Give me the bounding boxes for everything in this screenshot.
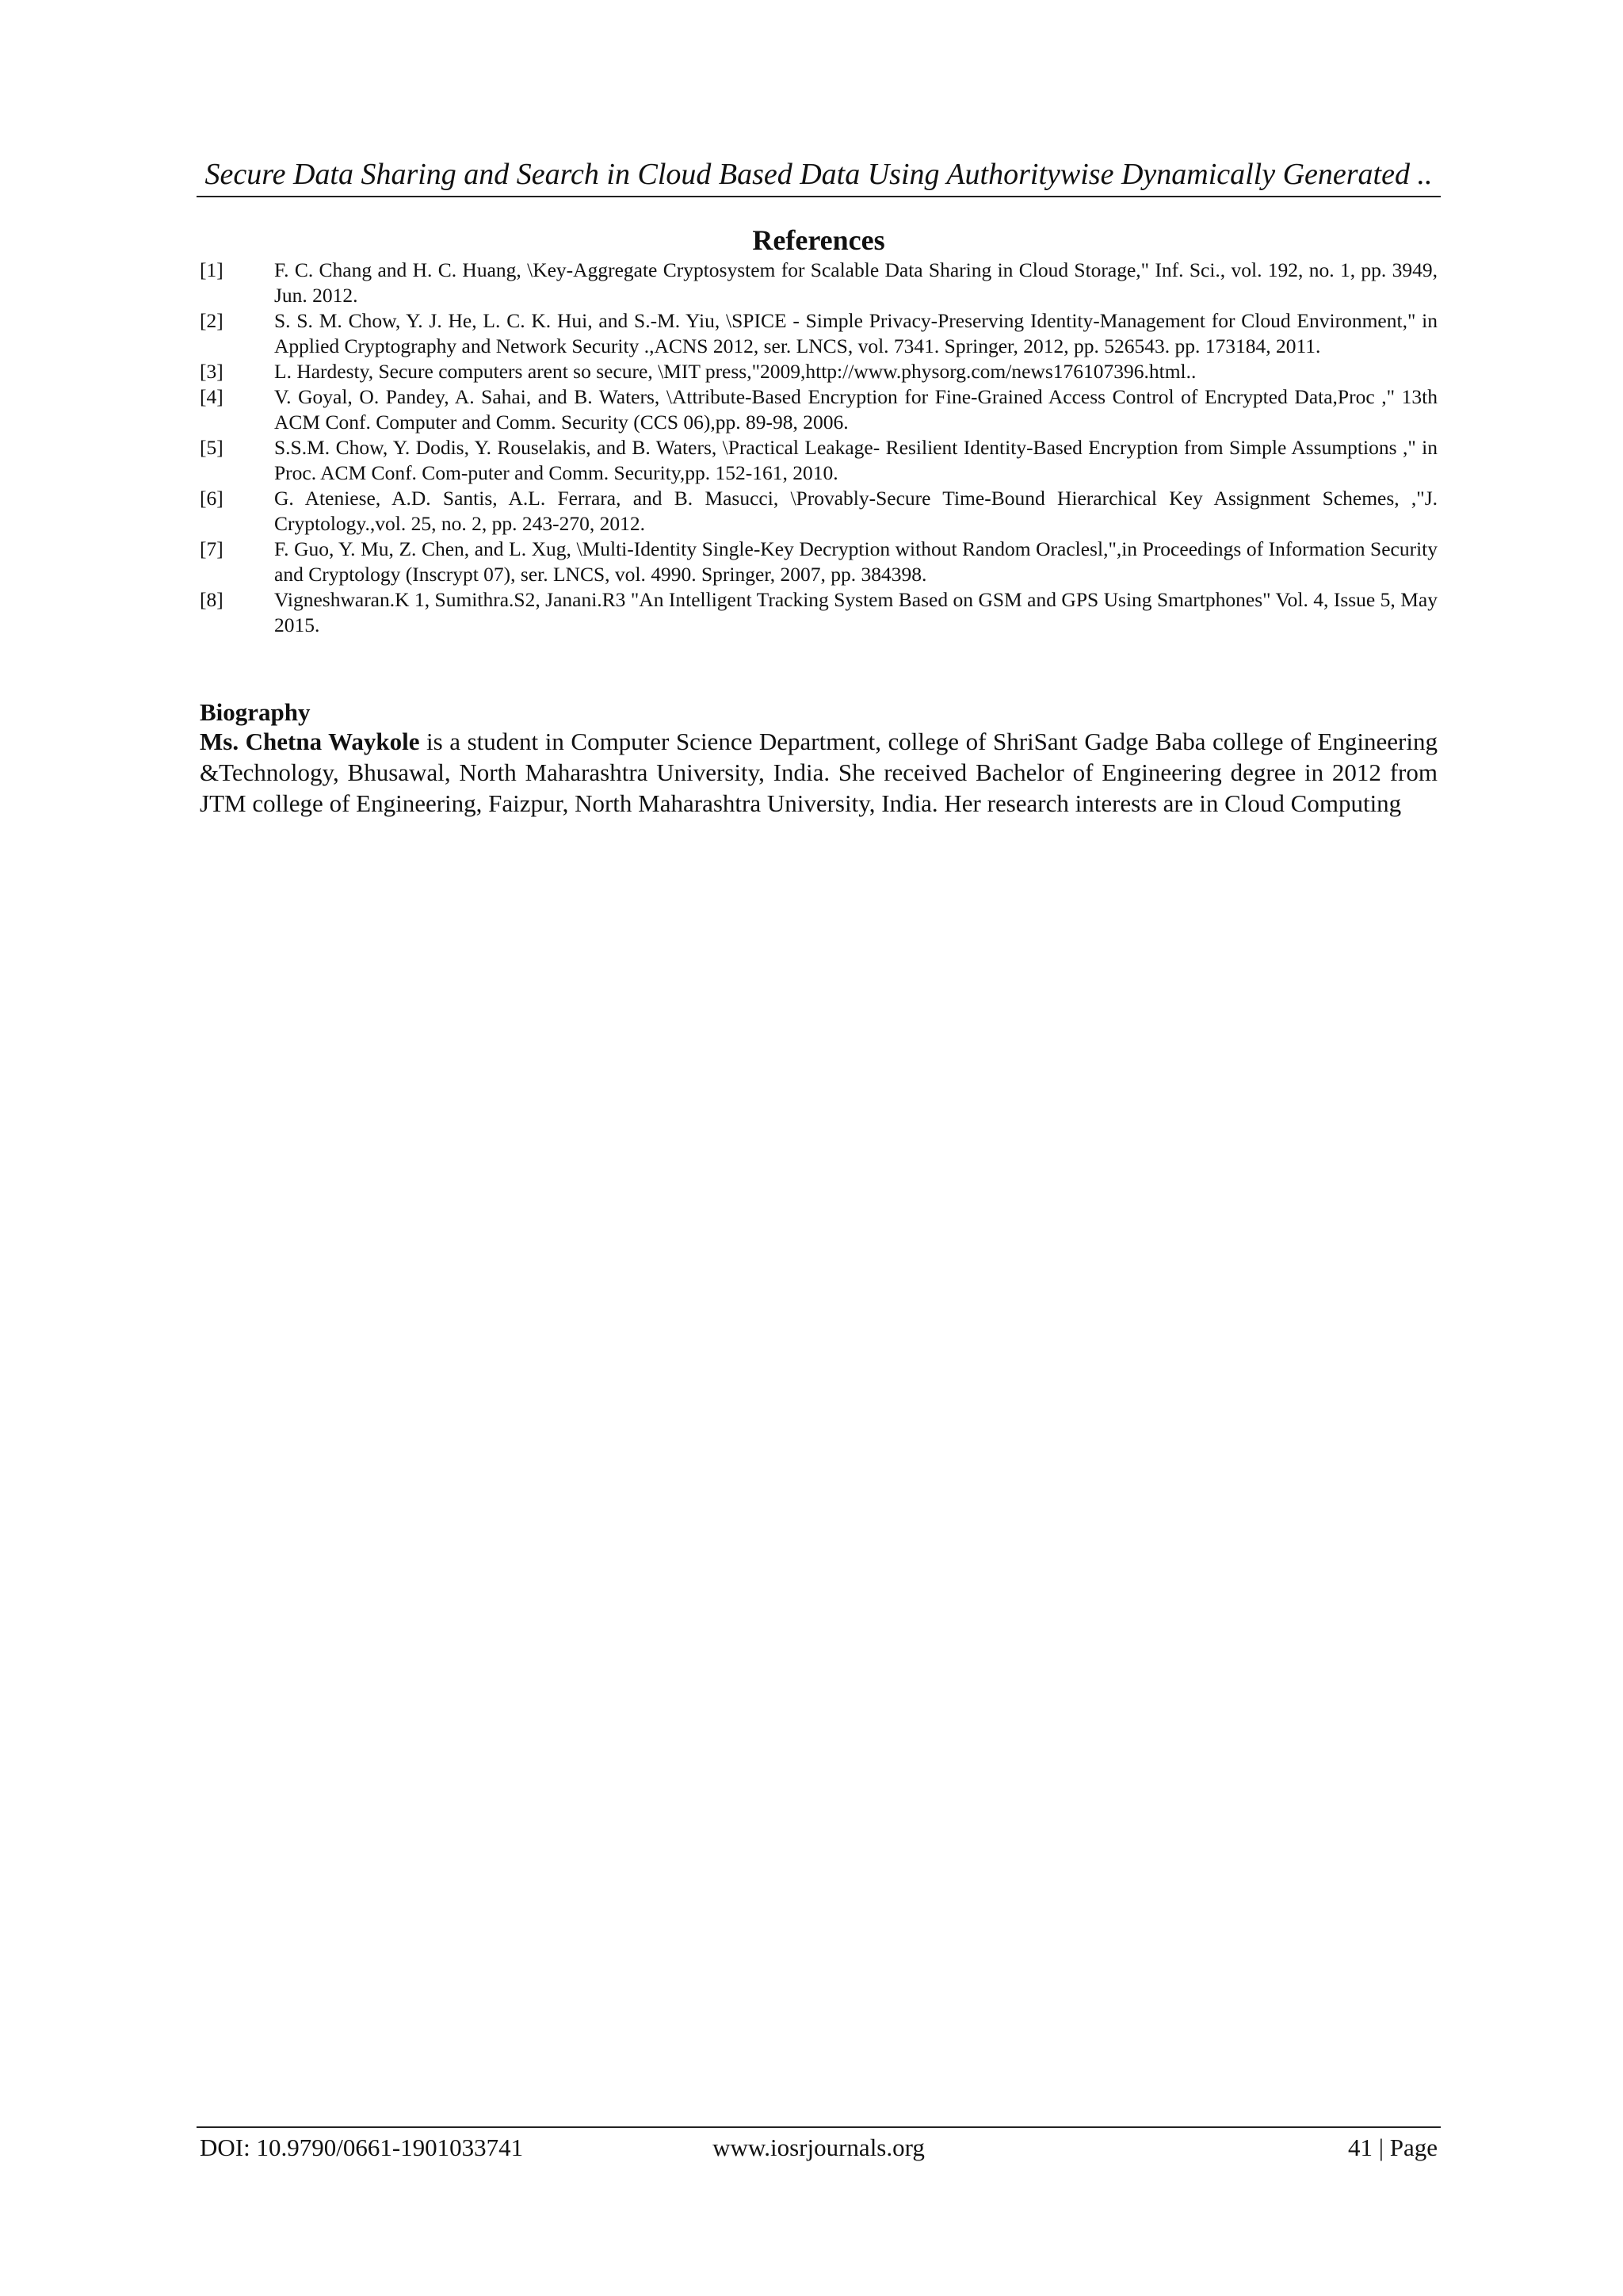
biography-author-name: Ms. Chetna Waykole [200, 728, 420, 755]
footer-page-number: 41 | Page [1348, 2134, 1438, 2161]
reference-number: [5] [200, 436, 223, 459]
reference-item [200, 384, 1438, 435]
reference-text: L. Hardesty, Secure computers arent so secure, \MIT press,"2009,http://www.physorg.com/news176107396.html.. [274, 360, 1197, 383]
reference-text: F. C. Chang and H. C. Huang, \Key-Aggregate Cryptosystem for Scalable Data Sharing in Cloud Storage," Inf. Sci., vol. 192, no. 1, pp. 3949, Jun. 2012. [274, 258, 1438, 307]
reference-item [200, 486, 1438, 537]
reference-text: V. Goyal, O. Pandey, A. Sahai, and B. Waters, \Attribute-Based Encryption for Fine-Grained Access Control of Encrypted Data,Proc ," 13th ACM Conf. Computer and Comm. Security (CCS 06),pp. 89-98, 2006. [274, 385, 1438, 434]
reference-number: [7] [200, 537, 223, 560]
reference-text: Vigneshwaran.K 1, Sumithra.S2, Janani.R3 "An Intelligent Tracking System Based on GSM and GPS Using Smartphones" Vol. 4, Issue 5, May 2015. [274, 588, 1438, 636]
reference-number: [4] [200, 385, 223, 408]
reference-item [200, 258, 1438, 308]
running-header-title: Secure Data Sharing and Search in Cloud Based Data Using Authoritywise Dynamically Generated .. [204, 158, 1433, 191]
reference-item [200, 359, 1438, 384]
reference-number: [3] [200, 360, 223, 383]
reference-number: [2] [200, 309, 223, 332]
reference-text: G. Ateniese, A.D. Santis, A.L. Ferrara, and B. Masucci, \Provably-Secure Time-Bound Hierarchical Key Assignment Schemes, ,"J. Cryptology.,vol. 25, no. 2, pp. 243-270, 2012. [274, 487, 1438, 535]
reference-number: [8] [200, 588, 223, 611]
footer-doi: DOI: 10.9790/0661-1901033741 [200, 2134, 524, 2161]
references-heading: References [752, 224, 885, 256]
page-footer [200, 2130, 1438, 2165]
reference-item [200, 308, 1438, 359]
reference-item [200, 435, 1438, 486]
reference-item [200, 537, 1438, 587]
biography-paragraph [200, 726, 1438, 819]
footer-divider [197, 2126, 1441, 2128]
reference-item [200, 587, 1438, 638]
biography-body-text: is a student in Computer Science Department, college of ShriSant Gadge Baba college of Engineering &Technology, Bhusawal, North Maharashtra University, India. She received Bachelor of Engineering degree in 2012 from JTM college of Engineering, Faizpur, North Maharashtra University, India. Her research interests are in Cloud Computing [200, 728, 1438, 817]
references-list [200, 258, 1438, 638]
reference-number: [1] [200, 258, 223, 281]
footer-website: www.iosrjournals.org [712, 2134, 925, 2161]
reference-number: [6] [200, 487, 223, 510]
header-divider [197, 196, 1441, 197]
reference-text: S.S.M. Chow, Y. Dodis, Y. Rouselakis, and B. Waters, \Practical Leakage- Resilient Identity-Based Encryption from Simple Assumptions ," in Proc. ACM Conf. Com-puter and Comm. Security,pp. 152-161, 2010. [274, 436, 1438, 484]
reference-text: S. S. M. Chow, Y. J. He, L. C. K. Hui, and S.-M. Yiu, \SPICE - Simple Privacy-Preserving Identity-Management for Cloud Environment," in Applied Cryptography and Network Security .,ACNS 2012, ser. LNCS, vol. 7341. Springer, 2012, pp. 526543. pp. 173184, 2011. [274, 309, 1438, 357]
biography-heading: Biography [200, 698, 311, 726]
reference-text: F. Guo, Y. Mu, Z. Chen, and L. Xug, \Multi-Identity Single-Key Decryption without Random Oraclesl,",in Proceedings of Information Security and Cryptology (Inscrypt 07), ser. LNCS, vol. 4990. Springer, 2007, pp. 384398. [274, 537, 1438, 586]
